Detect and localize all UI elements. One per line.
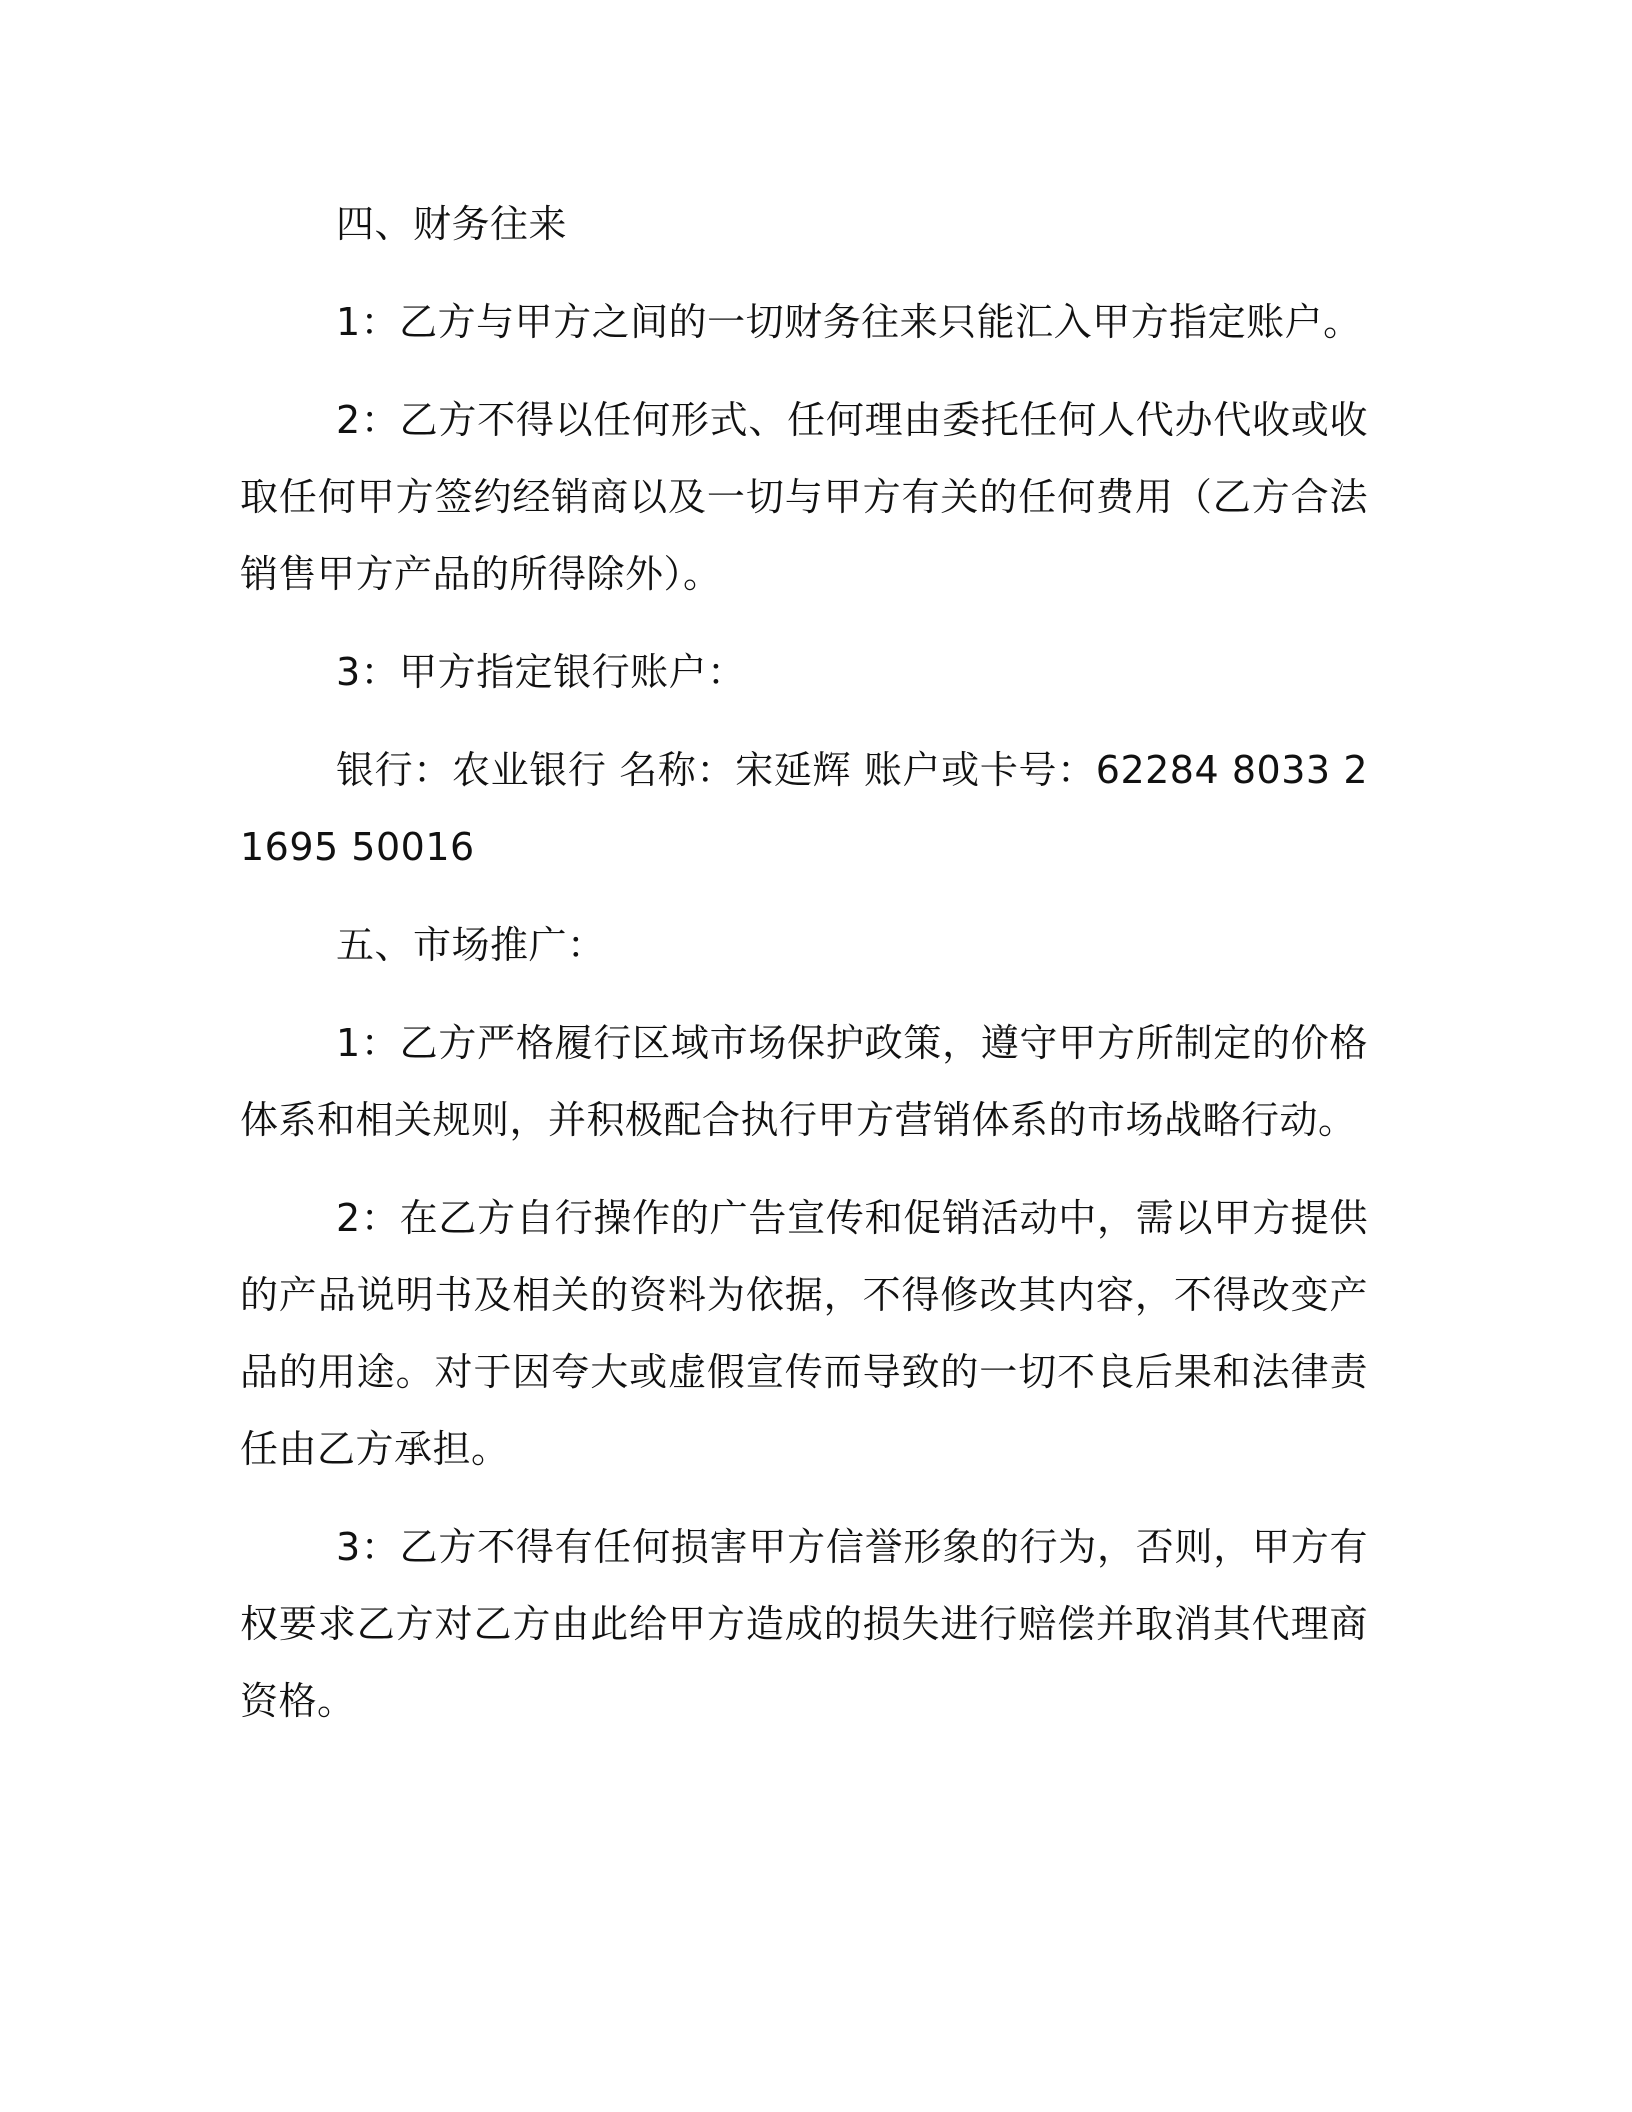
section-4-item-3: 3：甲方指定银行账户： (336, 650, 746, 694)
section-4-title: 四、财务往来 (336, 202, 568, 246)
section-4-item-1: 1：乙方与甲方之间的一切财务往来只能汇入甲方指定账户。 (336, 300, 1362, 344)
document-body (240, 186, 1368, 1761)
section-5-item-2: 2：在乙方自行操作的广告宣传和促销活动中，需以甲方提供的产品说明书及相关的资料为依据，不得修改其内容，不得改变产品的用途。对于因夸大或虚假宣传而导致的一切不良后果和法律责任由乙方承担。 (240, 1196, 1368, 1471)
section-5-title: 五、市场推广： (336, 923, 606, 967)
section-5-item-1: 1：乙方严格履行区域市场保护政策，遵守甲方所制定的价格体系和相关规则，并积极配合执行甲方营销体系的市场战略行动。 (240, 1021, 1368, 1142)
section-5-item-3: 3：乙方不得有任何损害甲方信誉形象的行为，否则，甲方有权要求乙方对乙方由此给甲方造成的损失进行赔偿并取消其代理商资格。 (240, 1525, 1368, 1723)
section-4-item-2: 2：乙方不得以任何形式、任何理由委托任何人代办代收或收取任何甲方签约经销商以及一切与甲方有关的任何费用（乙方合法销售甲方产品的所得除外）。 (240, 398, 1368, 596)
bank-account-info: 银行：农业银行 名称：宋延辉 账户或卡号：62284 8033 21695 50016 (240, 748, 1368, 869)
